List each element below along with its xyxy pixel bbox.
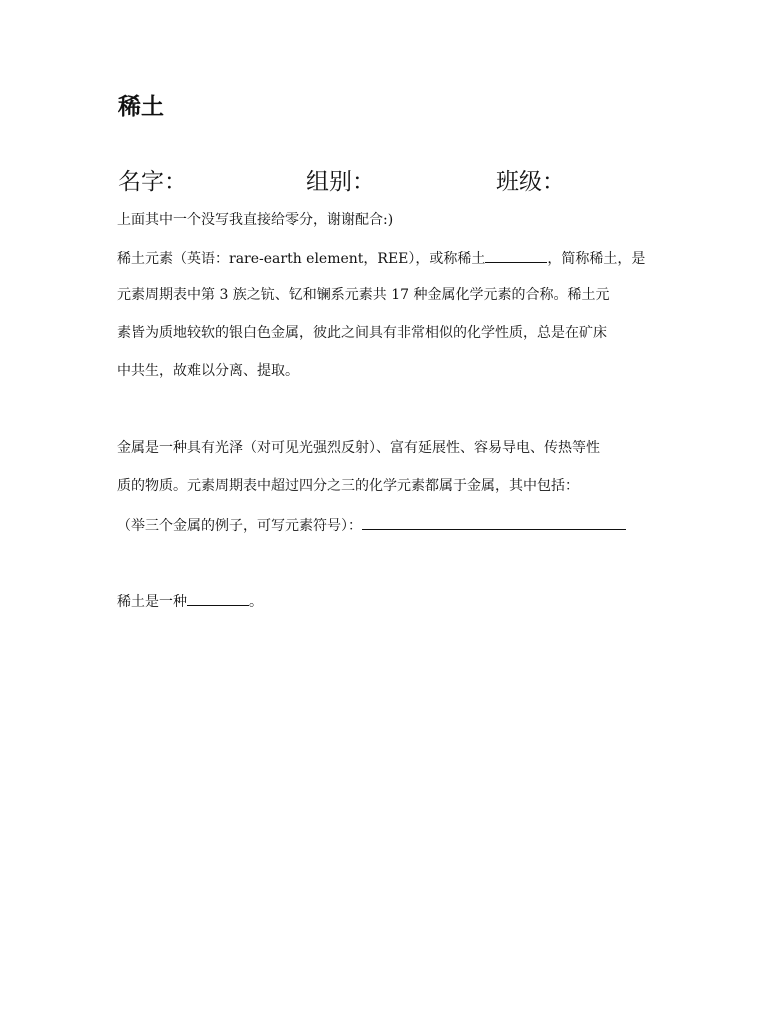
question-line (117, 591, 657, 612)
paragraph2-line3 (117, 515, 657, 536)
paragraph1-line1 (117, 248, 657, 269)
paragraph1-line2: 元素周期表中第 3 族之钪、钇和镧系元素共 17 种金属化学元素的合称。稀土元 (117, 287, 610, 303)
class-label: 班级： (496, 169, 565, 195)
warning-note: 上面其中一个没写我直接给零分，谢谢配合:) (117, 212, 394, 228)
rare-earth-type-blank[interactable] (187, 591, 249, 606)
rare-earth-alias-blank[interactable] (485, 248, 547, 263)
paragraph2-line1: 金属是一种具有光泽（对可见光强烈反射）、富有延展性、容易导电、传热等性 (117, 440, 600, 456)
group-label: 组别： (306, 169, 375, 195)
paragraph2-line2: 质的物质。元素周期表中超过四分之三的化学元素都属于金属，其中包括： (117, 478, 579, 494)
name-label: 名字： (118, 169, 187, 195)
paragraph1-line1-tail: ，简称稀土，是 (547, 251, 646, 267)
document-title: 稀土 (118, 94, 164, 120)
paragraph1-line1-text: 稀土元素（英语：rare-earth element，REE），或称稀土 (117, 251, 486, 267)
question-text: 稀土是一种 (117, 594, 187, 610)
metal-examples-blank[interactable] (362, 515, 626, 530)
paragraph2-line3-text: （举三个金属的例子，可写元素符号）： (117, 518, 362, 534)
paragraph1-line4: 中共生，故难以分离、提取。 (117, 363, 299, 379)
paragraph1-line3: 素皆为质地较软的银白色金属，彼此之间具有非常相似的化学性质，总是在矿床 (117, 325, 607, 341)
question-tail: 。 (249, 594, 263, 610)
student-info-row (118, 165, 658, 201)
